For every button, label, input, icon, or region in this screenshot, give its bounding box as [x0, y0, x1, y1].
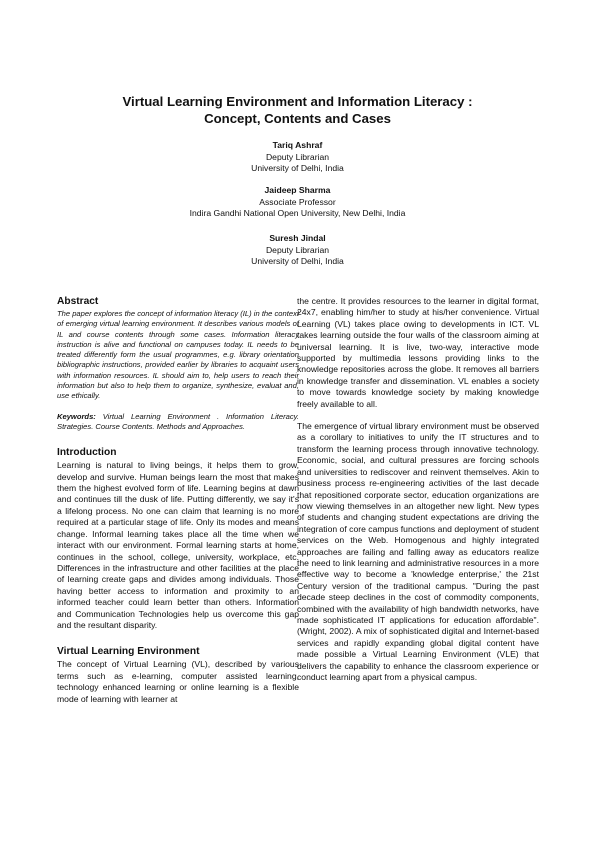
title-line-1: Virtual Learning Environment and Information Literacy :: [122, 94, 473, 109]
vle-text-right: the centre. It provides resources to the learner in digital format, 24x7, enabling him/her to study at his/her convenience. Virtual Learning (VL) takes place owing to developments in ICT. VL takes learning outside the four walls of the classroom aiming at universal learning. It is live, two-way, interactive mode supported by multimedia lessons providing links to the knowledge repositories across the globe. It removes all barriers in knowledge transfer and dissemination. VL enables a society to move towards knowledge society by making knowledge freely available to all.: [297, 296, 539, 409]
author-name: Suresh Jindal: [269, 233, 326, 243]
vle-text-left: The concept of Virtual Learning (VL), described by various terms such as e-learning, computer assisted learning, technology enhanced learning or online learning is a flexible mode of learning with learner at: [57, 659, 299, 704]
author-name: Tariq Ashraf: [272, 140, 323, 150]
paper-title: [60, 93, 535, 127]
introduction-text: Learning is natural to living beings, it helps them to grow, develop and survive. Human beings learn the most that makes them the highest evolved form of life. Learning begins at dawn and continues till the dusk of life. Putting differently, we say it's a lifelong process. No one can claim that learning is no more required at a particular stage of life. Only its modes and means change. Informal learning takes place all the time when we interact with our environment. Formal learning starts at home, continues in the school, college, university, workplace, etc. Differences in the infrastructure and other facilities at the place of learning create gaps and divides among individuals. Those having better access to information and proximity to an informed teacher could learn better than others. Information and Communication Technologies help us overcome this gap and the resultant disparity.: [57, 460, 299, 630]
author-affiliation: University of Delhi, India: [251, 163, 344, 173]
abstract-text: The paper explores the concept of information literacy (IL) in the context of emerging virtual learning environment. It describes various models of IL and course contents through some cases. Information literacy instruction is alive and functional on campuses today. IL needs to be treated differently form the usual programmes, e.g. library orientation bibliographic instructions, provided earlier by libraries to acquaint users with information resources. IL should aim to, help users to reach their information but also to help them to organize, synthesize, evaluat and, use ethically.: [57, 309, 299, 401]
left-column: [57, 296, 299, 705]
author-affiliation: University of Delhi, India: [251, 256, 344, 266]
vle-paragraph-2: The emergence of virtual library environment must be observed as a corollary to initiatives to unify the IT structures and to transform the learning process through innovative technology. Economic, social, and cultural pressures are forcing schools and universities to rediscover and reinvent themselves. Akin to business process re-engineering activities of the last decade that repositioned corporate sector, education organizations are now viewing themselves in an altogether new light. New types of students and changing student expectations are driving the integration of core campus functions and deployment of student services on the Web. Homogenous and highly integrated approaches are failing and falling away as educators realize the need to link learning and administrative resources in a more effective way to become a 'knowledge enterprise,' the 21st Century version of the traditional campus. "During the past decade steep declines in the cost of commodity components, combined with the availability of high bandwidth networks, have made sophisticated IT applications for education affordable". (Wright, 2002). A mix of sophisticated digital and Internet-based services and rapidly expanding global digital content have made possible a Virtual Learning Environment (VLE) that delivers the capability to enhance the classroom experience or conduct learning apart from a physical campus.: [297, 421, 539, 682]
author-role: Deputy Librarian: [265, 151, 330, 162]
author-role: Deputy Librarian: [265, 244, 330, 255]
abstract-heading: Abstract: [57, 296, 99, 307]
right-column: [297, 296, 539, 683]
vle-heading: Virtual Learning Environment: [57, 646, 200, 658]
keywords-label: Keywords:: [57, 411, 96, 421]
keywords-text: Virtual Learning Environment . Information Literacy. Strategies. Course Contents. Methods and Approaches.: [57, 411, 299, 431]
author-affiliation: Indira Gandhi National Open University, New Delhi, India: [189, 208, 406, 218]
keywords: [57, 412, 299, 433]
author-role: Associate Professor: [259, 196, 336, 207]
title-line-2: Concept, Contents and Cases: [204, 111, 391, 126]
author-2: [80, 185, 515, 220]
author-3: [80, 233, 515, 268]
author-name: Jaideep Sharma: [264, 185, 331, 195]
author-1: [80, 140, 515, 175]
introduction-heading: Introduction: [57, 447, 117, 459]
